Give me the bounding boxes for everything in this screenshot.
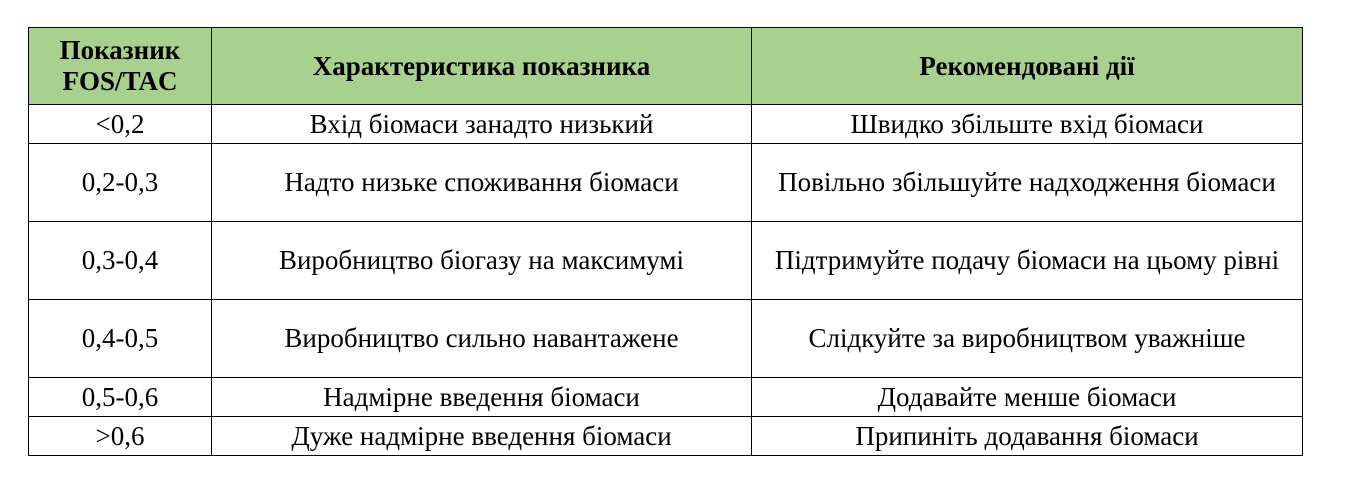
table-body: [29, 105, 1303, 456]
cell-indicator: <0,2: [29, 105, 212, 144]
cell-action: Припиніть додавання біомаси: [752, 417, 1303, 456]
cell-action: Додавайте менше біомаси: [752, 378, 1303, 417]
cell-indicator: 0,3-0,4: [29, 222, 212, 300]
cell-characteristic: Виробництво сильно навантажене: [212, 300, 752, 378]
header-recommended-actions: Рекомендовані дії: [752, 28, 1303, 105]
cell-action: Повільно збільшуйте надходження біомаси: [752, 144, 1303, 222]
table-row: [29, 300, 1303, 378]
cell-action: Швидко збільште вхід біомаси: [752, 105, 1303, 144]
cell-characteristic: Виробництво біогазу на максимумі: [212, 222, 752, 300]
cell-characteristic: Вхід біомаси занадто низький: [212, 105, 752, 144]
cell-characteristic: Дуже надмірне введення біомаси: [212, 417, 752, 456]
cell-characteristic: Надмірне введення біомаси: [212, 378, 752, 417]
table-row: [29, 144, 1303, 222]
table-row: [29, 417, 1303, 456]
cell-action: Слідкуйте за виробництвом уважніше: [752, 300, 1303, 378]
fos-tac-table-container: [28, 27, 1302, 456]
cell-indicator: 0,5-0,6: [29, 378, 212, 417]
table-row: [29, 222, 1303, 300]
cell-characteristic: Надто низьке споживання біомаси: [212, 144, 752, 222]
header-characteristic: Характеристика показника: [212, 28, 752, 105]
cell-action: Підтримуйте подачу біомаси на цьому рівні: [752, 222, 1303, 300]
cell-indicator: 0,2-0,3: [29, 144, 212, 222]
fos-tac-table: [28, 27, 1303, 456]
cell-indicator: >0,6: [29, 417, 212, 456]
header-indicator: Показник FOS/TAC: [29, 28, 212, 105]
table-header: [29, 28, 1303, 105]
table-row: [29, 378, 1303, 417]
table-row: [29, 105, 1303, 144]
header-row: [29, 28, 1303, 105]
cell-indicator: 0,4-0,5: [29, 300, 212, 378]
